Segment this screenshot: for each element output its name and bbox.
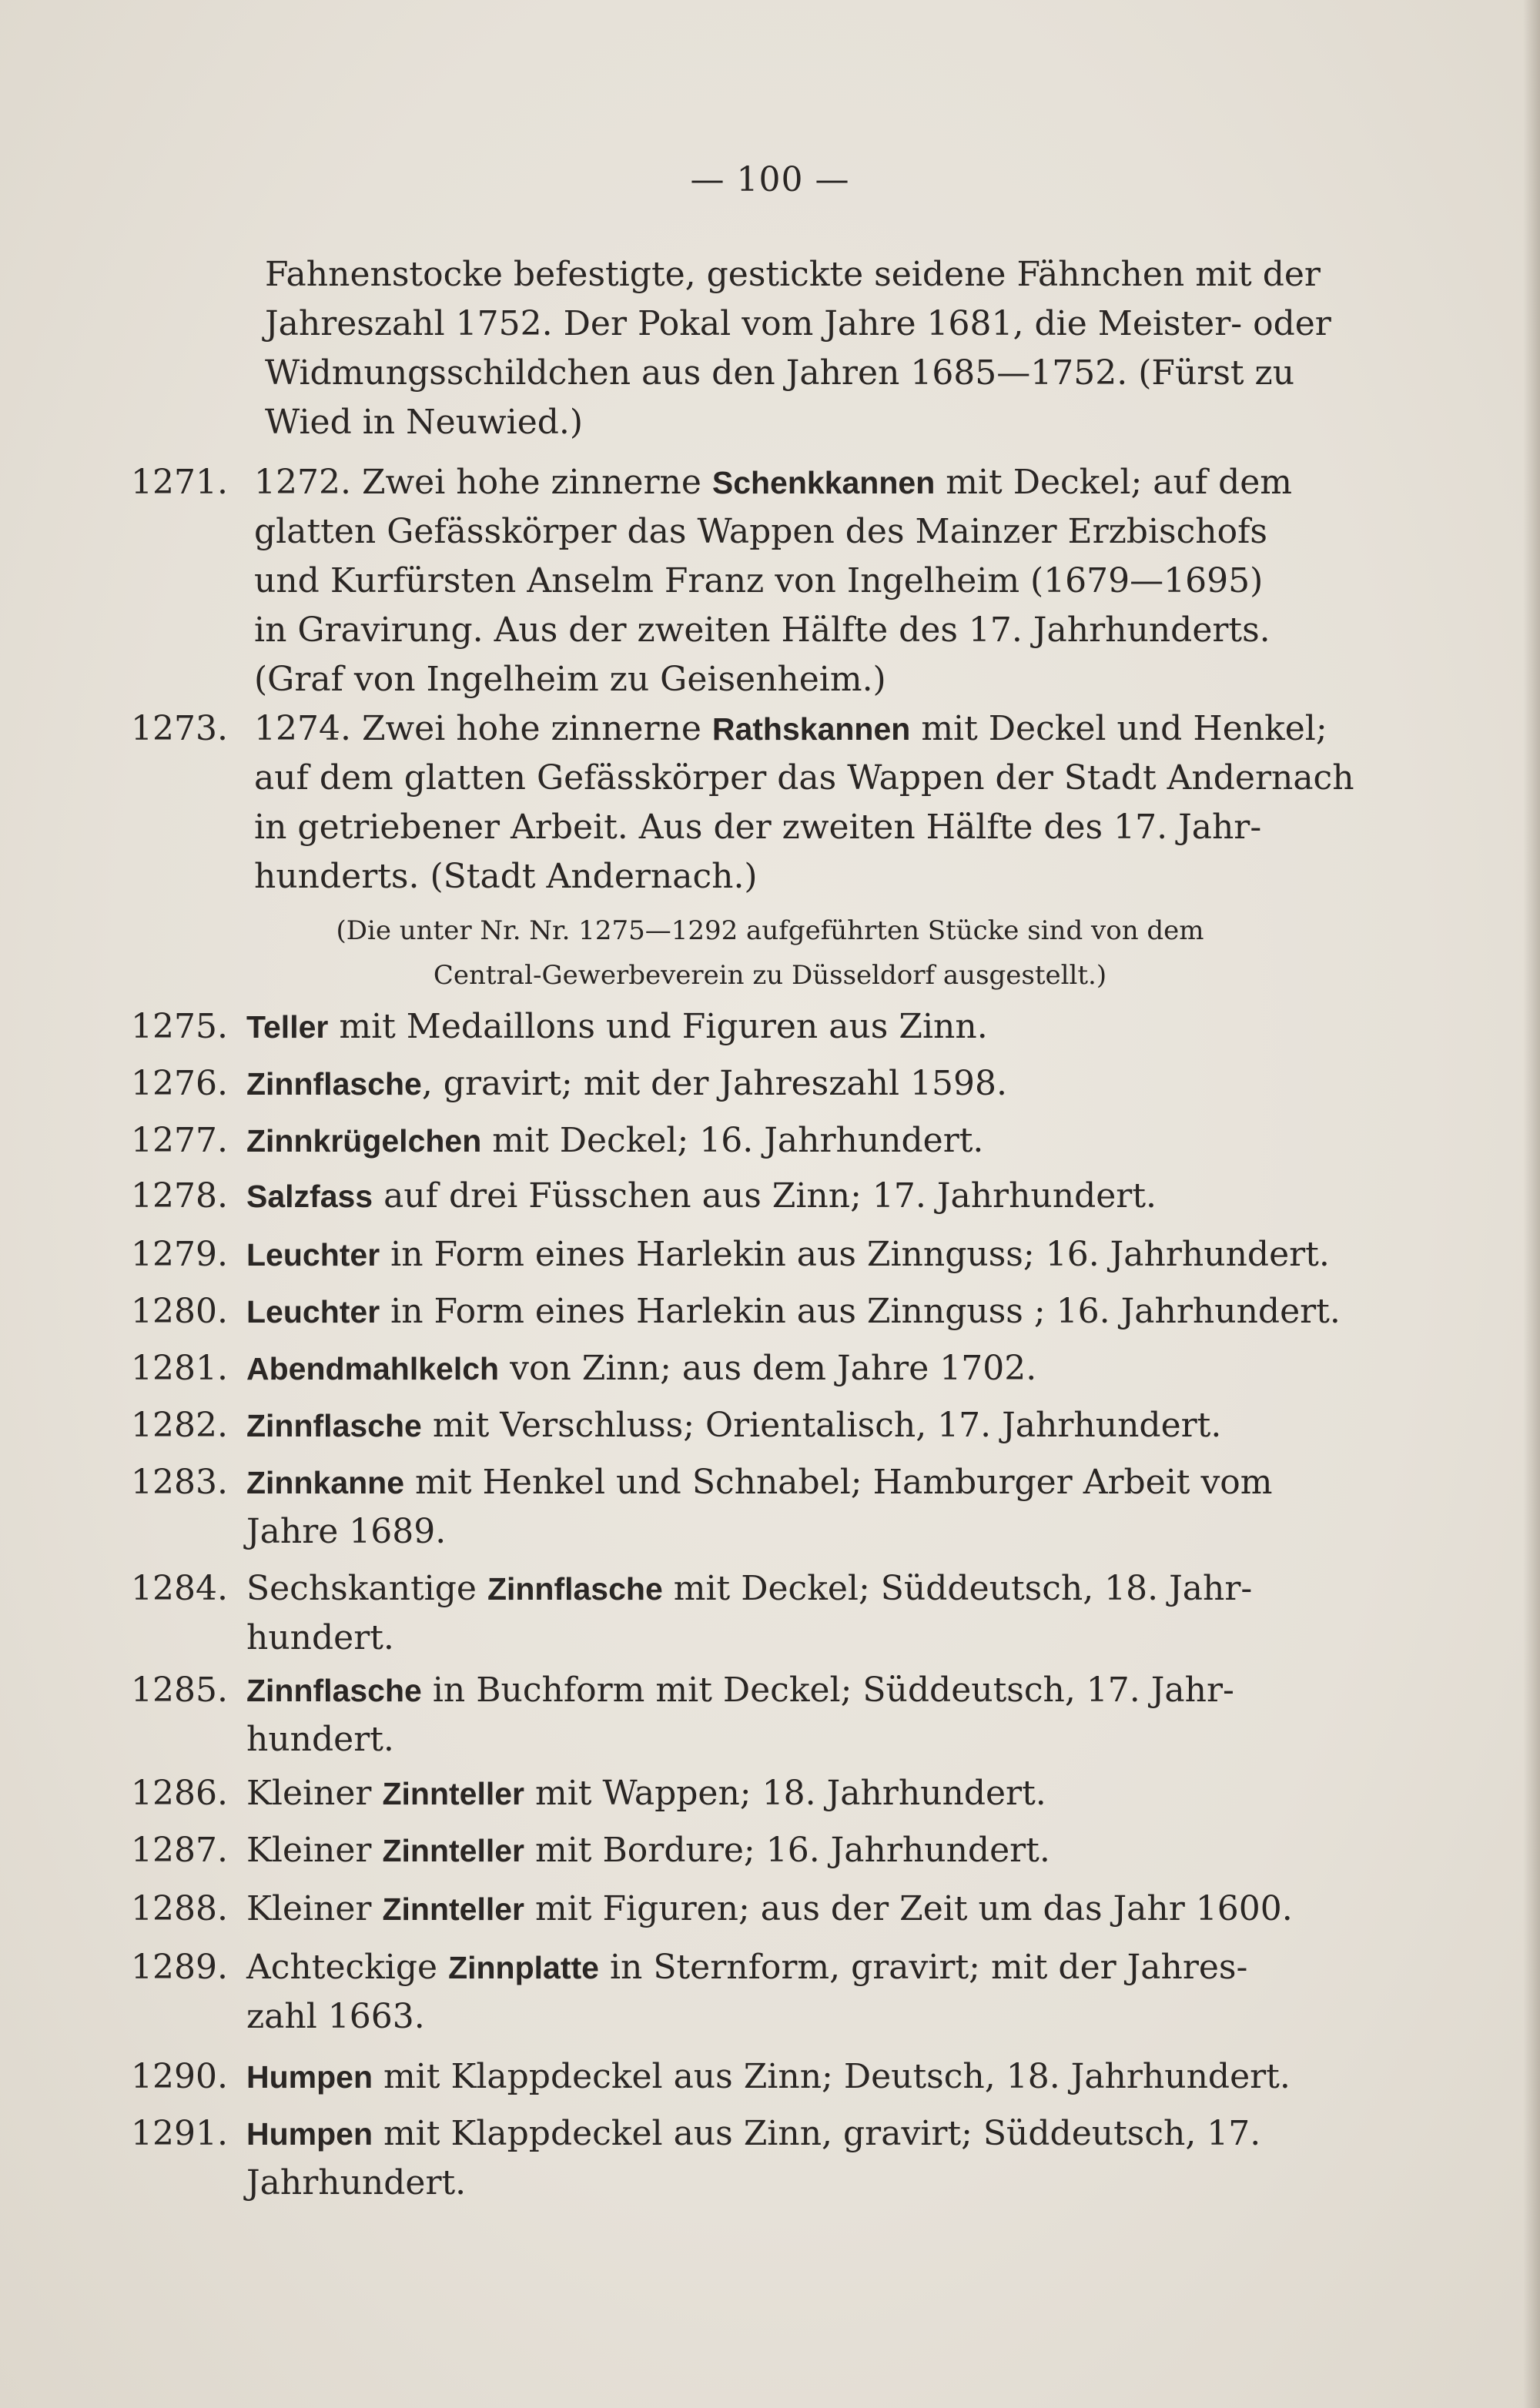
entry-title: Zinnflasche <box>487 1571 663 1607</box>
entry-cont: hunderts. (Stadt Andernach.) <box>254 857 758 896</box>
note-line: Central-Gewerbeverein zu Düsseldorf ausgestellt.) <box>433 960 1107 991</box>
entry-title: Zinnflasche <box>246 1066 422 1102</box>
entry-post: mit Bordure; 16. Jahrhundert. <box>535 1831 1050 1870</box>
page-number: — 100 — <box>690 160 850 199</box>
entry-number: 1279. <box>131 1235 228 1274</box>
entry-title: Zinnteller <box>382 1891 524 1927</box>
entry-cont: in Gravirung. Aus der zweiten Hälfte des 17. Jahrhunderts. <box>254 610 1270 650</box>
entry-cont: und Kurfürsten Anselm Franz von Ingelheim (1679—1695) <box>254 561 1264 600</box>
entry-title: Schenkkannen <box>711 465 936 500</box>
entry-cont: hundert. <box>246 1618 394 1657</box>
entry-pre: Sechskantige <box>246 1569 477 1608</box>
entry-title: Zinnplatte <box>448 1950 599 1985</box>
entry-title: Leuchter <box>246 1294 380 1329</box>
entry-pre: Kleiner <box>246 1831 372 1870</box>
entry-number: 1283. <box>131 1463 228 1502</box>
entry-cont: (Graf von Ingelheim zu Geisenheim.) <box>254 660 886 699</box>
entry-title: Humpen <box>246 2059 373 2095</box>
entry-post: in Buchform mit Deckel; Süddeutsch, 17. Jahr- <box>432 1671 1234 1710</box>
entry-cont: Jahre 1689. <box>246 1512 447 1551</box>
entry-cont: glatten Gefässkörper das Wappen des Mainzer Erzbischofs <box>254 512 1267 551</box>
entry-post: mit Verschluss; Orientalisch, 17. Jahrhundert. <box>432 1406 1222 1445</box>
entry-post: von Zinn; aus dem Jahre 1702. <box>510 1349 1037 1388</box>
entry-post: mit Klappdeckel aus Zinn; Deutsch, 18. Jahrhundert. <box>383 2057 1291 2096</box>
entry-post: in Sternform, gravirt; mit der Jahres- <box>609 1948 1248 1987</box>
note-line: (Die unter Nr. Nr. 1275—1292 aufgeführten Stücke sind von dem <box>336 915 1204 946</box>
entry-title: Salzfass <box>246 1179 373 1214</box>
entry-number: 1285. <box>131 1671 228 1710</box>
entry-pre: Kleiner <box>246 1774 372 1813</box>
entry-cont: Jahrhundert. <box>246 2163 467 2202</box>
entry-number: 1289. <box>131 1948 228 1987</box>
entry-number: 1282. <box>131 1406 228 1445</box>
entry-number: 1276. <box>131 1064 228 1103</box>
entry-post: mit Klappdeckel aus Zinn, gravirt; Süddeutsch, 17. <box>383 2114 1261 2153</box>
entry-number: 1284. <box>131 1569 228 1608</box>
exhibitor-note <box>246 908 1294 998</box>
entry-number: 1287. <box>131 1831 228 1870</box>
entry-number: 1273. <box>131 709 228 748</box>
entry-post: in Form eines Harlekin aus Zinnguss; 16. Jahrhundert. <box>390 1235 1330 1274</box>
entry-post: mit Deckel und Henkel; <box>921 709 1327 748</box>
entry-title: Rathskannen <box>711 711 911 747</box>
intro-line: Widmungsschildchen aus den Jahren 1685—1752. (Fürst zu <box>265 353 1295 393</box>
entry-post: mit Wappen; 18. Jahrhundert. <box>535 1774 1046 1813</box>
entry-number: 1280. <box>131 1292 228 1331</box>
entry-post: mit Henkel und Schnabel; Hamburger Arbeit vom <box>415 1463 1273 1502</box>
entry-title: Teller <box>246 1009 329 1045</box>
entry-number: 1271. <box>131 463 228 502</box>
intro-line: Fahnenstocke befestigte, gestickte seidene Fähnchen mit der <box>265 255 1321 294</box>
entry-pre: Achteckige <box>246 1948 438 1987</box>
page-edge <box>1523 0 1540 2408</box>
entry-number: 1290. <box>131 2057 228 2096</box>
entry-number: 1275. <box>131 1007 228 1046</box>
entry-number: 1278. <box>131 1176 228 1216</box>
entry-cont: auf dem glatten Gefässkörper das Wappen der Stadt Andernach <box>254 758 1354 798</box>
entry-text <box>254 704 1424 901</box>
entry-pre: Kleiner <box>246 1889 372 1928</box>
intro-line: Wied in Neuwied.) <box>265 403 584 442</box>
entry-title: Zinnflasche <box>246 1408 422 1443</box>
entry-text <box>254 458 1424 704</box>
entry-post: in Form eines Harlekin aus Zinnguss ; 16. Jahrhundert. <box>390 1292 1341 1331</box>
entry-title: Humpen <box>246 2116 373 2152</box>
entry-number: 1291. <box>131 2114 228 2153</box>
entry-cont: in getriebener Arbeit. Aus der zweiten Hälfte des 17. Jahr- <box>254 808 1262 847</box>
entry-post: mit Deckel; Süddeutsch, 18. Jahr- <box>673 1569 1253 1608</box>
entry-post: mit Deckel; auf dem <box>946 463 1293 502</box>
entry-number: 1277. <box>131 1121 228 1160</box>
entry-title: Zinnkrügelchen <box>246 1123 482 1159</box>
entry-title: Zinnflasche <box>246 1673 422 1708</box>
entry-pre: 1272. Zwei hohe zinnerne <box>254 463 701 502</box>
entry-pre: 1274. Zwei hohe zinnerne <box>254 709 701 748</box>
entry-post: auf drei Füsschen aus Zinn; 17. Jahrhundert. <box>383 1176 1157 1216</box>
entry-number: 1286. <box>131 1774 228 1813</box>
entry-number: 1281. <box>131 1349 228 1388</box>
entry-title: Zinnkanne <box>246 1465 405 1500</box>
entry-post: mit Medaillons und Figuren aus Zinn. <box>339 1007 988 1046</box>
entry-title: Zinnteller <box>382 1833 524 1868</box>
entry-title: Abendmahlkelch <box>246 1351 500 1386</box>
intro-line: Jahreszahl 1752. Der Pokal vom Jahre 1681, die Meister- oder <box>265 304 1331 343</box>
entry-post: mit Deckel; 16. Jahrhundert. <box>492 1121 984 1160</box>
entry-title: Zinnteller <box>382 1776 524 1811</box>
entry-post: mit Figuren; aus der Zeit um das Jahr 1600. <box>535 1889 1293 1928</box>
intro-paragraph <box>265 250 1412 447</box>
entry-cont: zahl 1663. <box>246 1997 425 2036</box>
entry-title: Leuchter <box>246 1237 380 1273</box>
entry-number: 1288. <box>131 1889 228 1928</box>
entry-post: , gravirt; mit der Jahreszahl 1598. <box>421 1064 1008 1103</box>
entry-cont: hundert. <box>246 1720 394 1759</box>
